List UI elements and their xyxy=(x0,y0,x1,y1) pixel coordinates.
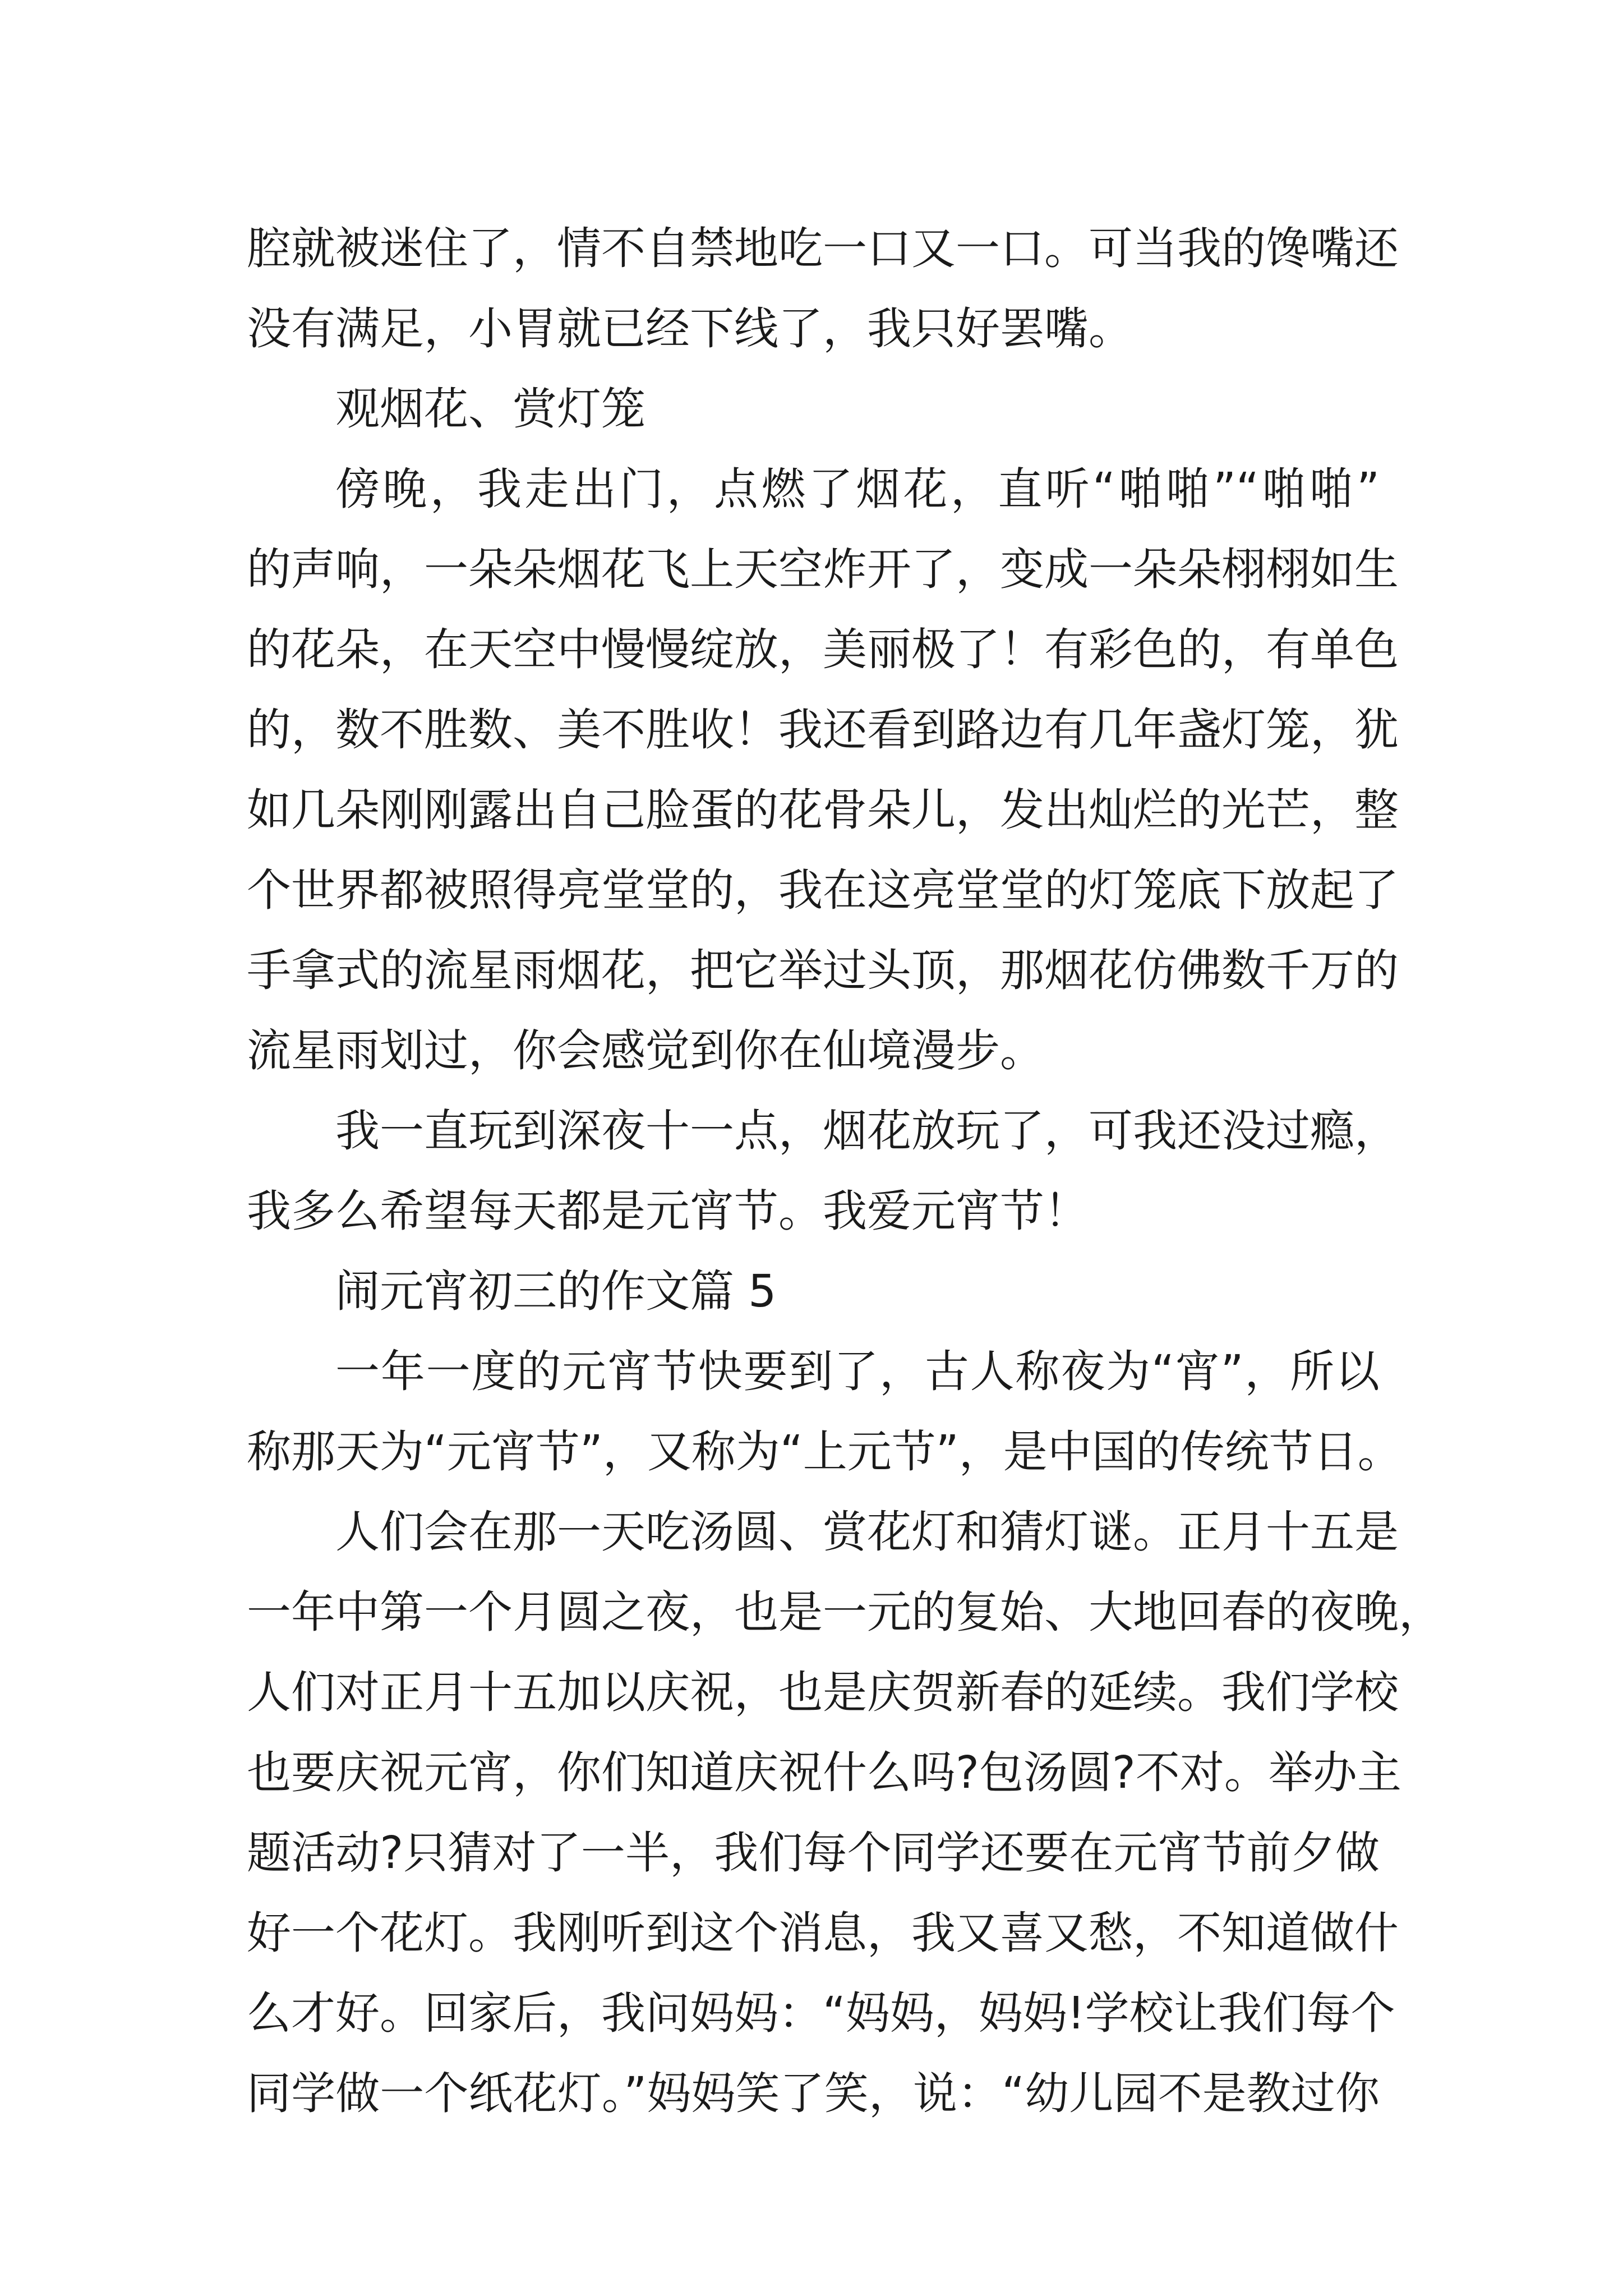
text-line: 腔就被迷住了，情不自禁地吃一口又一口。可当我的馋嘴还 xyxy=(247,223,1399,274)
text-line: 流星雨划过，你会感觉到你在仙境漫步。 xyxy=(247,1025,1044,1076)
document-body xyxy=(247,209,1443,2134)
article-title: 闹元宵初三的作文篇 5 xyxy=(335,1266,777,1317)
text-line: 如几朵刚刚露出自己脸蛋的花骨朵儿，发出灿烂的光芒，整 xyxy=(247,784,1399,836)
paragraph-first-line: 傍晚，我走出门，点燃了烟花，直听“啪啪”“啪啪” xyxy=(335,463,1380,515)
text-line: 个世界都被照得亮堂堂的，我在这亮堂堂的灯笼底下放起了 xyxy=(247,864,1399,916)
paragraph-first-line: 我一直玩到深夜十一点，烟花放玩了，可我还没过瘾， xyxy=(335,1105,1399,1157)
paragraph-first-line: 一年一度的元宵节快要到了，古人称夜为“宵”，所以 xyxy=(335,1346,1380,1397)
text-line: 么才好。回家后，我问妈妈：“妈妈，妈妈!学校让我们每个 xyxy=(247,1987,1395,2039)
text-line: 题活动?只猜对了一半，我们每个同学还要在元宵节前夕做 xyxy=(247,1827,1380,1879)
text-line: 同学做一个纸花灯。”妈妈笑了笑，说：“幼儿园不是教过你 xyxy=(247,2068,1380,2119)
text-line: 一年中第一个月圆之夜，也是一元的复始、大地回春的夜晚， xyxy=(247,1586,1443,1638)
text-line: 好一个花灯。我刚听到这个消息，我又喜又愁，不知道做什 xyxy=(247,1907,1399,1959)
text-line: 我多么希望每天都是元宵节。我爱元宵节！ xyxy=(247,1185,1089,1237)
text-line: 没有满足，小胃就已经下线了，我只好罢嘴。 xyxy=(247,303,1133,355)
text-line: 的声响，一朵朵烟花飞上天空炸开了，变成一朵朵栩栩如生 xyxy=(247,544,1399,595)
text-line: 的花朵，在天空中慢慢绽放，美丽极了！有彩色的，有单色 xyxy=(247,624,1399,675)
text-line: 人们对正月十五加以庆祝，也是庆贺新春的延续。我们学校 xyxy=(247,1667,1399,1718)
text-line: 称那天为“元宵节”，又称为“上元节”，是中国的传统节日。 xyxy=(247,1426,1402,1478)
text-line: 的，数不胜数、美不胜收！我还看到路边有几年盏灯笼，犹 xyxy=(247,704,1399,756)
paragraph-first-line: 人们会在那一天吃汤圆、赏花灯和猜灯谜。正月十五是 xyxy=(335,1506,1399,1558)
section-heading: 观烟花、赏灯笼 xyxy=(335,383,645,435)
text-line: 手拿式的流星雨烟花，把它举过头顶，那烟花仿佛数千万的 xyxy=(247,945,1399,996)
text-line: 也要庆祝元宵，你们知道庆祝什么吗?包汤圆?不对。举办主 xyxy=(247,1747,1401,1798)
